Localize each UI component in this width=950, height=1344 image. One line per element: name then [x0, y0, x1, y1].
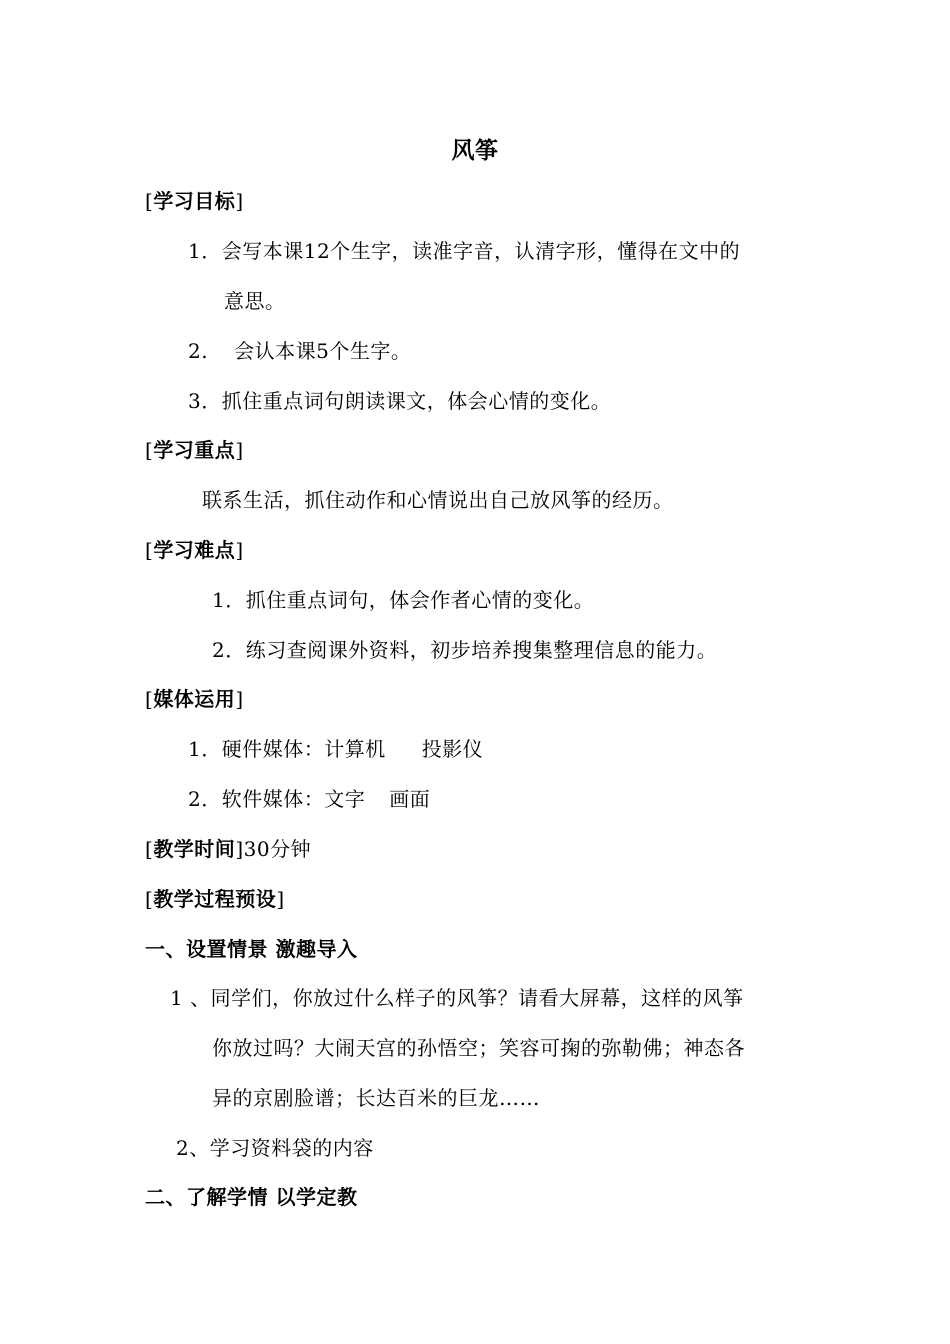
heading-text: 学习目标: [153, 189, 236, 213]
section-heading-goals: [145, 189, 244, 213]
bracket-open: [: [145, 887, 154, 911]
goal-item-number: 3．: [188, 389, 222, 413]
goal-item-2: [188, 339, 411, 363]
heading-text: 学习难点: [153, 538, 236, 562]
bracket-close: ]: [235, 687, 244, 711]
heading-text: 学习重点: [153, 438, 236, 462]
section-heading-key-points: [145, 438, 244, 462]
media-item-2: [188, 787, 430, 811]
part-1-heading: 一、设置情景 激趣导入: [145, 937, 358, 961]
difficulty-item-2: 2．练习查阅课外资料，初步培养搜集整理信息的能力。: [212, 638, 718, 662]
bracket-close: ]: [235, 438, 244, 462]
page-title: 风筝: [451, 138, 499, 164]
part-1-item-1-continuation: 异的京剧脸谱；长达百米的巨龙……: [212, 1086, 540, 1110]
section-heading-difficulties: [145, 538, 244, 562]
bracket-close: ]: [235, 189, 244, 213]
bracket-open: [: [145, 687, 154, 711]
media-item-label: 2．软件媒体：文字: [188, 787, 366, 811]
bracket-close: ]: [235, 538, 244, 562]
goal-item-number: 1．: [188, 239, 222, 263]
bracket-open: [: [145, 837, 154, 861]
media-item-extra: 投影仪: [421, 737, 484, 761]
media-item-1: [188, 737, 483, 761]
goal-item-text: 会写本课12个生字，读准字音，认清字形，懂得在文中的: [221, 239, 741, 263]
media-item-extra: 画面: [389, 787, 431, 811]
heading-text: 教学时间: [153, 837, 236, 861]
heading-text: 教学过程预设: [153, 887, 277, 911]
bracket-open: [: [145, 438, 154, 462]
part-1-item-2: 2、学习资料袋的内容: [176, 1136, 374, 1160]
difficulty-item-1: 1．抓住重点词句，体会作者心情的变化。: [212, 588, 595, 612]
time-value: 30分钟: [243, 837, 312, 861]
bracket-close: ]: [235, 837, 244, 861]
bracket-open: [: [145, 538, 154, 562]
part-2-heading: 二、了解学情 以学定教: [145, 1185, 358, 1209]
goal-item-1-continuation: 意思。: [224, 289, 286, 313]
goal-item-text: 抓住重点词句朗读课文，体会心情的变化。: [221, 389, 612, 413]
section-heading-time: [145, 837, 311, 861]
part-1-item-1: 1 、同学们，你放过什么样子的风筝？请看大屏幕，这样的风筝: [170, 986, 744, 1010]
section-heading-process: [145, 887, 285, 911]
section-heading-media: [145, 687, 244, 711]
media-item-label: 1．硬件媒体：计算机: [188, 737, 386, 761]
goal-item-1: [188, 239, 740, 263]
part-1-item-1-continuation: 你放过吗？大闹天宫的孙悟空；笑容可掬的弥勒佛；神态各: [212, 1036, 745, 1060]
goal-item-number: 2.: [188, 339, 209, 363]
goal-item-text: 会认本课5个生字。: [234, 339, 412, 363]
bracket-open: [: [145, 189, 154, 213]
goal-item-3: [188, 389, 611, 413]
bracket-close: ]: [276, 887, 285, 911]
key-points-text: 联系生活，抓住动作和心情说出自己放风筝的经历。: [202, 488, 674, 512]
heading-text: 媒体运用: [153, 687, 236, 711]
